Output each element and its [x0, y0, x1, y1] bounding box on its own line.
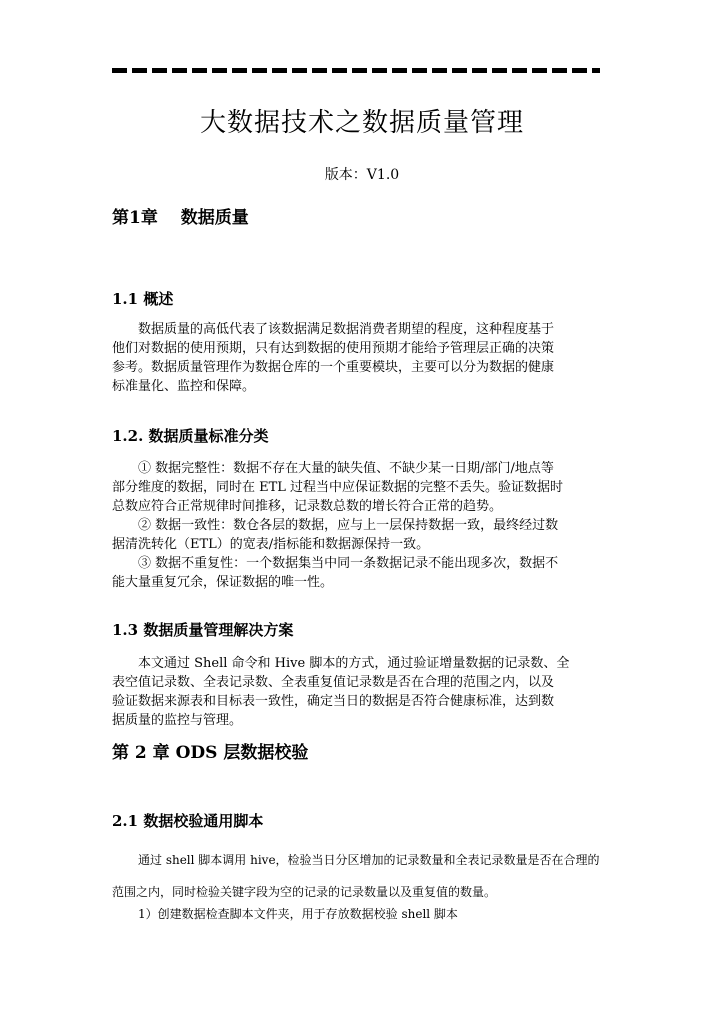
- paragraph-line: 验证数据来源表和目标表一致性，确定当日的数据是否符合健康标准，达到数: [112, 694, 555, 709]
- paragraph-line: ③ 数据不重复性：一个数据集当中同一条数据记录不能出现多次，数据不: [138, 556, 559, 571]
- paragraph-line: ② 数据一致性：数仓各层的数据，应与上一层保持数据一致，最终经过数: [138, 518, 559, 533]
- section-1-3-heading: 1.3 数据质量管理解决方案: [112, 621, 294, 639]
- paragraph-line: 表空值记录数、全表记录数、全表重复值记录数是否在合理的范围之内，以及: [112, 675, 555, 690]
- paragraph-line: 部分维度的数据，同时在 ETL 过程当中应保证数据的完整不丢失。验证数据时: [112, 480, 564, 495]
- paragraph-line: 总数应符合正常规律时间推移，记录数总数的增长符合正常的趋势。: [112, 499, 503, 514]
- paragraph-line: 标准量化、监控和保障。: [112, 379, 256, 394]
- section-2-1-paragraph: [112, 851, 612, 923]
- paragraph-line: ① 数据完整性：数据不存在大量的缺失值、不缺少某一日期/部门/地点等: [138, 461, 554, 476]
- paragraph-line: 本文通过 Shell 命令和 Hive 脚本的方式，通过验证增量数据的记录数、全: [138, 656, 570, 671]
- paragraph-line: 范围之内，同时检验关键字段为空的记录的记录数量以及重复值的数量。: [112, 885, 497, 899]
- paragraph-line: 数据质量的高低代表了该数据满足数据消费者期望的程度，这种程度基于: [138, 322, 555, 337]
- paragraph-line: 1）创建数据检查脚本文件夹，用于存放数据校验 shell 脚本: [138, 907, 458, 921]
- section-1-2-heading: 1.2. 数据质量标准分类: [112, 427, 269, 445]
- paragraph-line: 能大量重复冗余，保证数据的唯一性。: [112, 575, 334, 590]
- header-dashed-rule: [112, 68, 600, 73]
- paragraph-line: 他们对数据的使用预期，只有达到数据的使用预期才能给予管理层正确的决策: [112, 341, 555, 356]
- section-1-3-paragraph: [112, 654, 612, 730]
- paragraph-line: 据质量的监控与管理。: [112, 713, 243, 728]
- section-1-1-heading: 1.1 概述: [112, 290, 174, 308]
- document-title: 大数据技术之数据质量管理: [199, 108, 524, 138]
- chapter-1-heading: 第1章 数据质量: [112, 208, 249, 228]
- section-1-1-paragraph: [112, 320, 612, 396]
- paragraph-line: 参考。数据质量管理作为数据仓库的一个重要模块，主要可以分为数据的健康: [112, 360, 555, 375]
- section-1-2-paragraph: [112, 459, 612, 592]
- paragraph-line: 通过 shell 脚本调用 hive，检验当日分区增加的记录数量和全表记录数量是否在合理的: [138, 853, 600, 867]
- document-version: 版本：V1.0: [324, 167, 400, 183]
- chapter-2-heading: 第 2 章 ODS 层数据校验: [112, 743, 309, 763]
- section-2-1-heading: 2.1 数据校验通用脚本: [112, 812, 264, 830]
- paragraph-line: 据清洗转化（ETL）的宽表/指标能和数据源保持一致。: [112, 537, 430, 552]
